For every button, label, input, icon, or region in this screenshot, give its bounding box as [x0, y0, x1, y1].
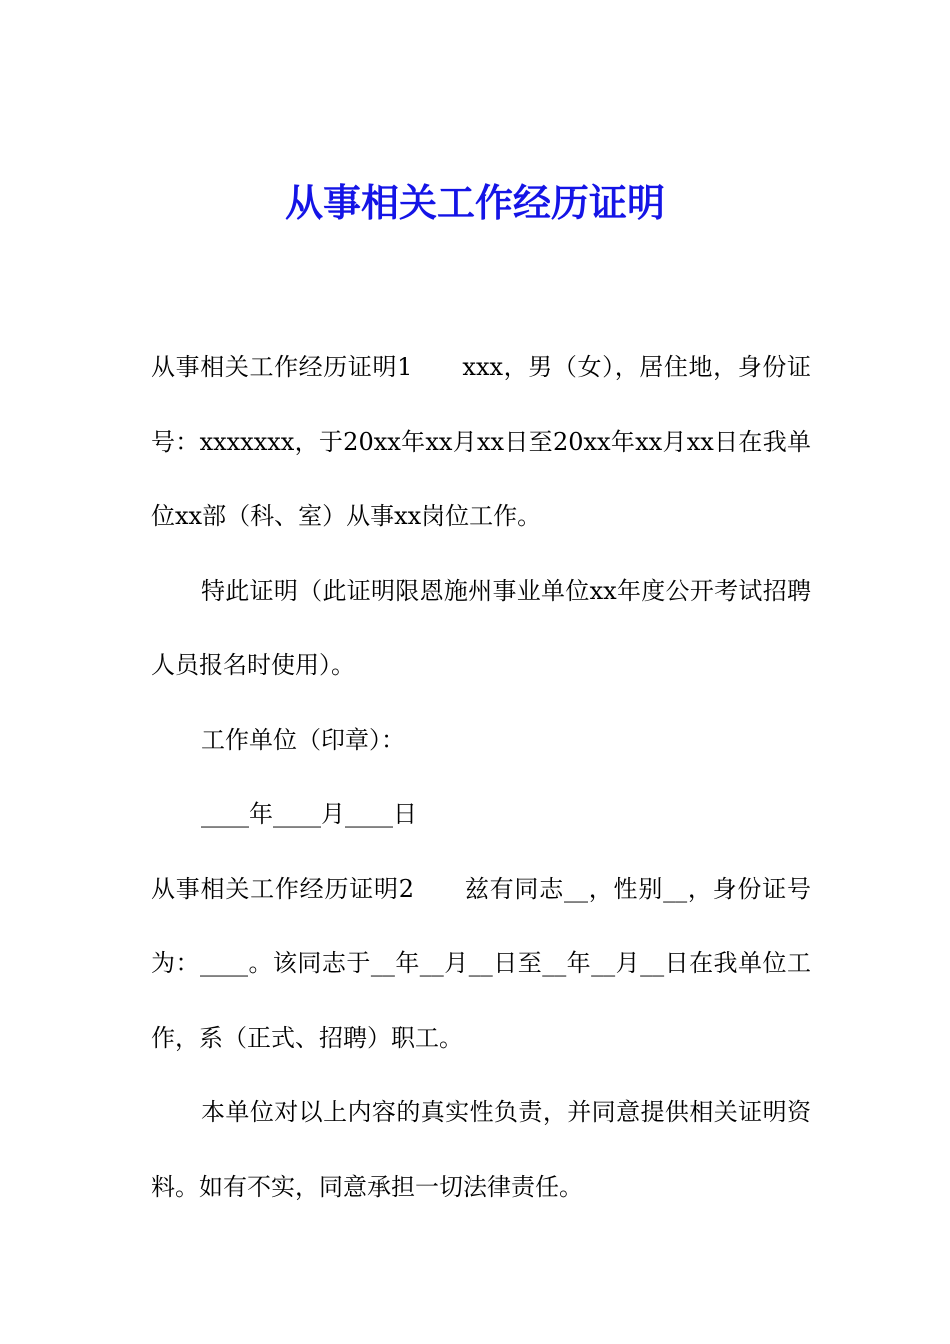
- section2-body: 兹有同志__，性别__，身份证号为：____。该同志于__年__月__日至__年__月__日在我单位工作，系（正式、招聘）职工。: [151, 874, 811, 1052]
- section1-paragraph: [151, 330, 811, 554]
- section2-paragraph: [151, 852, 811, 1076]
- date-line: ____年____月____日: [201, 800, 417, 828]
- unit-stamp-line: 工作单位（印章）：: [201, 725, 405, 754]
- certify-paragraph: 特此证明（此证明限恩施州事业单位xx年度公开考试招聘人员报名时使用）。: [151, 576, 811, 679]
- document-title: 从事相关工作经历证明: [284, 180, 665, 225]
- document-body: [151, 330, 811, 1224]
- responsibility-paragraph: 本单位对以上内容的真实性负责，并同意提供相关证明资料。如有不实，同意承担一切法律责任。: [151, 1098, 811, 1201]
- section1-body: xxx，男（女），居住地，身份证号：xxxxxxx，于20xx年xx月xx日至20xx年xx月xx日在我单位xx部（科、室）从事xx岗位工作。: [151, 353, 811, 530]
- section1-heading: 从事相关工作经历证明1: [151, 353, 413, 381]
- section2-heading: 从事相关工作经历证明2: [151, 874, 415, 903]
